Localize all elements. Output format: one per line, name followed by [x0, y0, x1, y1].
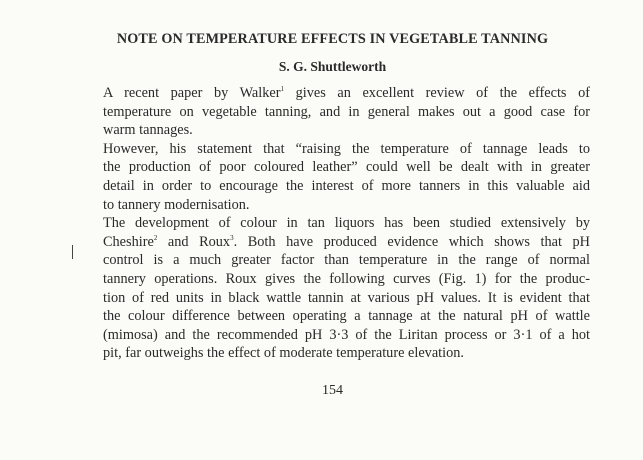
text-line [75, 84, 590, 103]
text-run: the production of poor coloured leather” could well be dealt with in greater [103, 159, 590, 176]
text-run: and Roux [157, 233, 231, 250]
text-run: warm tannages. [103, 122, 193, 139]
text-line [75, 158, 590, 177]
text-line [75, 251, 590, 270]
text-line [75, 307, 590, 326]
text-line [75, 214, 590, 233]
text-run: the colour difference between operating a tannage at the natural pH of wattle [103, 308, 590, 325]
text-line [75, 326, 590, 345]
text-line [75, 344, 590, 363]
text-run: (mimosa) and the recommended pH 3·3 of the Liritan process or 3·1 of a hot [103, 326, 590, 343]
text-run: However, his statement that “raising the temperature of tannage leads to [103, 140, 590, 157]
margin-mark [72, 245, 73, 259]
text-line [75, 233, 590, 252]
paragraph [75, 84, 590, 140]
article-author: S. G. Shuttleworth [278, 59, 387, 74]
text-run: detail in order to encourage the interest of more tanners in this valuable aid [103, 177, 590, 194]
text-line [75, 103, 590, 122]
paragraph [75, 214, 590, 363]
text-run: control is a much greater factor than temperature in the range of normal [103, 252, 590, 269]
article-page [75, 30, 590, 398]
text-line [75, 196, 590, 215]
text-run: The development of colour in tan liquors has been studied extensively by [103, 215, 590, 232]
text-run: tannery operations. Roux gives the following curves (Fig. 1) for the produc- [103, 270, 590, 287]
text-run: A recent paper by Walker [103, 85, 281, 101]
text-line [75, 121, 590, 140]
text-run: temperature on vegetable tanning, and in general makes out a good case for [103, 103, 590, 120]
paragraph [75, 140, 590, 214]
text-line [75, 289, 590, 308]
text-run: pit, far outweighs the effect of moderate temperature elevation. [103, 345, 464, 362]
reference-superscript: 1 [280, 85, 285, 93]
text-line [75, 270, 590, 289]
text-run: gives an excellent review of the effects of [284, 85, 590, 101]
reference-superscript: 2 [153, 233, 158, 242]
text-line [75, 140, 590, 159]
page-number: 154 [322, 383, 343, 398]
text-run: to tannery modernisation. [103, 196, 250, 213]
article-title: NOTE ON TEMPERATURE EFFECTS IN VEGETABLE TANNING [116, 31, 549, 47]
article-body [75, 84, 590, 363]
text-line [75, 177, 590, 196]
text-run: Cheshire [103, 233, 154, 250]
reference-superscript: 3 [230, 233, 234, 242]
text-run: tion of red units in black wattle tannin at various pH values. It is evident that [103, 289, 590, 306]
text-run: . Both have produced evidence which shows that pH [233, 233, 590, 250]
